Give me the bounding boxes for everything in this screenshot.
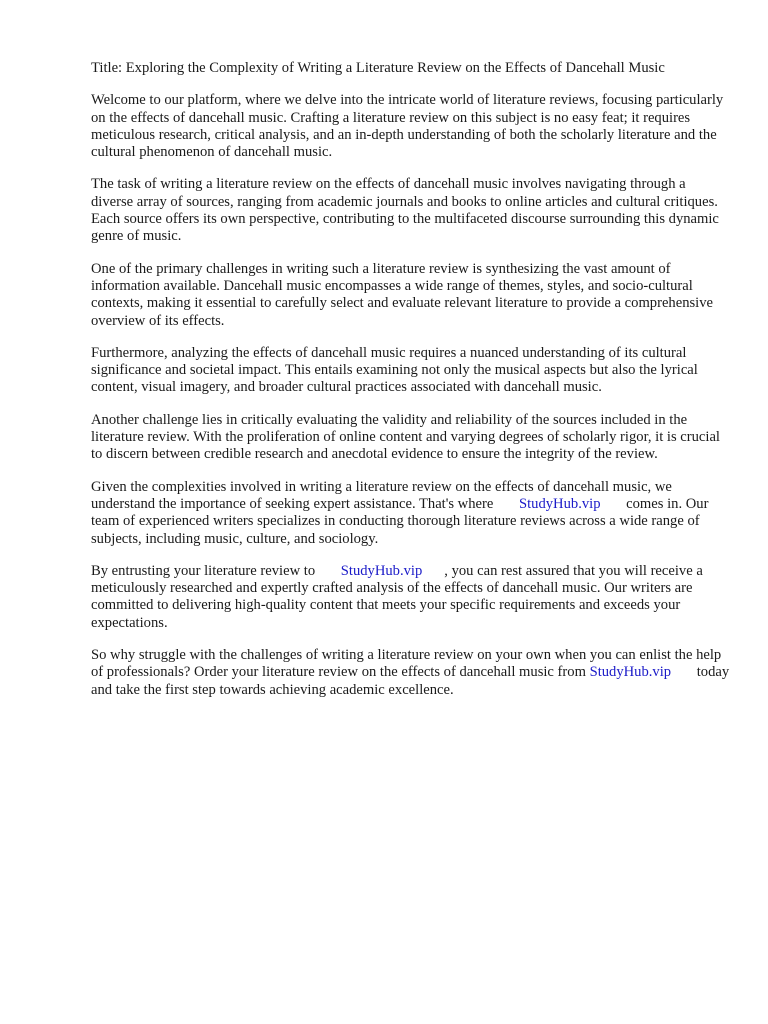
paragraph-8-text-after: today and take the first step towards achieving academic excellence. (91, 664, 730, 698)
document-title: Title: Exploring the Complexity of Writing a Literature Review on the Effects of Dancehall Music (91, 60, 665, 76)
paragraph-3: One of the primary challenges in writing such a literature review is synthesizing the vast amount of information available. Dancehall music encompasses a wide range of themes, styles, and socio-cultural contexts, making it essential to carefully select and evaluate relevant literature to provide a comprehensive overview of its effects. (91, 260, 714, 329)
paragraph-7-text-before: By entrusting your literature review to (91, 562, 316, 579)
paragraph-8-text-before: So why struggle with the challenges of writing a literature review on your own when you can enlist the help of professionals? Order your literature review on the effects of dancehall music from (91, 647, 722, 681)
paragraph-6-text-before: Given the complexities involved in writing a literature review on the effects of dancehall music, we understand the importance of seeking expert assistance. That's where (91, 478, 672, 512)
paragraph-7-text-after: , you can rest assured that you will receive a meticulously researched and expertly crafted analysis of the effects of dancehall music. Our writers are committed to delivering high-quality content that meets your specific requirements and exceeds your expectations. (91, 562, 703, 631)
paragraph-1: Welcome to our platform, where we delve into the intricate world of literature reviews, focusing particularly on the effects of dancehall music. Crafting a literature review on this subject is no easy feat; it requires meticulous research, critical analysis, and an in-depth understanding of both the scholarly literature and the cultural phenomenon of dancehall music. (91, 92, 724, 161)
paragraph-2: The task of writing a literature review on the effects of dancehall music involves navigating through a diverse array of sources, ranging from academic journals and books to online articles and cultural critiques. Each source offers its own perspective, contributing to the multifaceted discourse surrounding this dynamic genre of music. (91, 176, 719, 245)
paragraph-5: Another challenge lies in critically evaluating the validity and reliability of the sources included in the literature review. With the proliferation of online content and varying degrees of scholarly rigor, it is crucial to discern between credible research and anecdotal evidence to ensure the integrity of the review. (91, 411, 720, 463)
studyhub-link-2[interactable]: StudyHub.vip (340, 562, 423, 579)
paragraph-7 (91, 563, 731, 632)
paragraph-4: Furthermore, analyzing the effects of dancehall music requires a nuanced understanding of its cultural significance and societal impact. This entails examining not only the musical aspects but also the lyrical content, visual imagery, and broader cultural practices associated with dancehall music. (91, 344, 698, 396)
paragraph-8 (91, 647, 731, 699)
document-page (91, 60, 731, 714)
paragraph-6 (91, 479, 731, 548)
paragraph-6-text-after: comes in. Our team of experienced writers specializes in conducting thorough literature reviews across a wide range of subjects, including music, culture, and sociology. (91, 495, 709, 547)
studyhub-link-1[interactable]: StudyHub.vip (519, 495, 601, 512)
studyhub-link-3[interactable]: StudyHub.vip (589, 664, 672, 681)
